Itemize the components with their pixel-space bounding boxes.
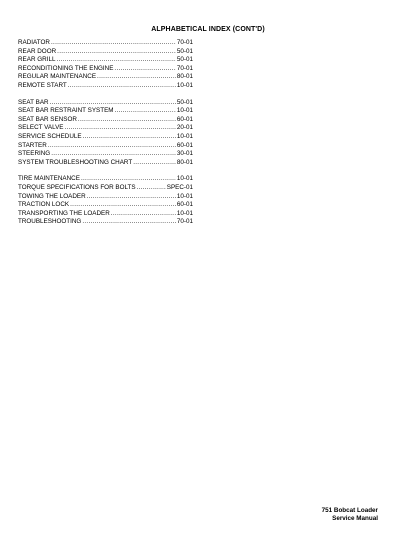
dot-leader (111, 210, 176, 219)
entry-term: SYSTEM TROUBLESHOOTING CHART (18, 158, 133, 166)
entry-page: 10-01 (176, 192, 193, 200)
entry-page: 50-01 (176, 56, 193, 64)
entry-page: 60-01 (176, 201, 193, 209)
entry-term: REMOTE START (18, 81, 67, 89)
index-entry (18, 124, 193, 133)
dot-leader (97, 73, 176, 82)
entry-term: REAR GRILL (18, 56, 56, 64)
index-group-r (18, 39, 193, 91)
entry-page: 20-01 (176, 124, 193, 132)
entry-term: SEAT BAR SENSOR (18, 115, 77, 123)
entry-page: 80-01 (176, 73, 193, 81)
dot-leader (115, 107, 176, 116)
entry-page: 80-01 (176, 158, 193, 166)
dot-leader (87, 193, 176, 202)
index-list (18, 39, 193, 235)
index-entry (18, 48, 193, 57)
index-entry (18, 133, 193, 142)
index-entry (18, 39, 193, 48)
entry-page: 50-01 (176, 47, 193, 55)
dot-leader (82, 218, 176, 227)
entry-page: 10-01 (176, 175, 193, 183)
entry-term: TRANSPORTING THE LOADER (18, 209, 110, 217)
index-entry (18, 65, 193, 74)
dot-leader (83, 133, 176, 142)
entry-page: 10-01 (176, 209, 193, 217)
entry-page: 60-01 (176, 141, 193, 149)
index-group-s (18, 99, 193, 168)
entry-term: SEAT BAR RESTRAINT SYSTEM (18, 107, 114, 115)
entry-term: SEAT BAR (18, 98, 49, 106)
dot-leader (68, 82, 176, 91)
entry-page: 60-01 (176, 115, 193, 123)
entry-term: TIRE MAINTENANCE (18, 175, 80, 183)
entry-page: 70-01 (176, 218, 193, 226)
index-entry (18, 99, 193, 108)
entry-term: RECONDITIONING THE ENGINE (18, 64, 114, 72)
entry-page: 30-01 (176, 150, 193, 158)
dot-leader (137, 184, 166, 193)
entry-term: SELECT VALVE (18, 124, 64, 132)
entry-page: SPEC-01 (166, 183, 193, 191)
entry-term: REAR DOOR (18, 47, 57, 55)
index-entry (18, 184, 193, 193)
index-entry (18, 56, 193, 65)
dot-leader (51, 39, 176, 48)
entry-term: TORQUE SPECIFICATIONS FOR BOLTS (18, 183, 136, 191)
footer (322, 507, 378, 524)
index-entry (18, 73, 193, 82)
page-title: ALPHABETICAL INDEX (CONT'D) (151, 26, 265, 33)
dot-leader (78, 116, 176, 125)
dot-leader (70, 201, 176, 210)
entry-page: 70-01 (176, 64, 193, 72)
entry-page: 70-01 (176, 39, 193, 46)
index-entry (18, 107, 193, 116)
entry-term: STARTER (18, 141, 47, 149)
index-entry (18, 201, 193, 210)
entry-page: 10-01 (176, 81, 193, 89)
dot-leader (56, 56, 175, 65)
dot-leader (65, 124, 176, 133)
index-entry (18, 193, 193, 202)
dot-leader (133, 159, 176, 168)
entry-term: RADIATOR (18, 39, 50, 46)
entry-term: STEERING (18, 150, 51, 158)
entry-term: TRACTION LOCK (18, 201, 70, 209)
dot-leader (51, 150, 176, 159)
index-entry (18, 159, 193, 168)
index-entry (18, 150, 193, 159)
entry-page: 10-01 (176, 132, 193, 140)
entry-term: TROUBLESHOOTING (18, 218, 82, 226)
entry-term: SERVICE SCHEDULE (18, 132, 82, 140)
entry-page: 50-01 (176, 98, 193, 106)
index-entry (18, 82, 193, 91)
index-entry (18, 218, 193, 227)
dot-leader (81, 175, 176, 184)
index-entry (18, 210, 193, 219)
dot-leader (50, 99, 176, 108)
entry-term: REGULAR MAINTENANCE (18, 73, 97, 81)
entry-page: 10-01 (176, 107, 193, 115)
footer-manual: Service Manual (332, 515, 378, 523)
index-entry (18, 175, 193, 184)
index-entry (18, 116, 193, 125)
index-entry (18, 142, 193, 151)
index-group-t (18, 175, 193, 227)
dot-leader (57, 48, 176, 57)
footer-model: 751 Bobcat Loader (321, 507, 378, 514)
entry-term: TOWING THE LOADER (18, 192, 86, 200)
dot-leader (114, 65, 175, 74)
dot-leader (48, 142, 176, 151)
